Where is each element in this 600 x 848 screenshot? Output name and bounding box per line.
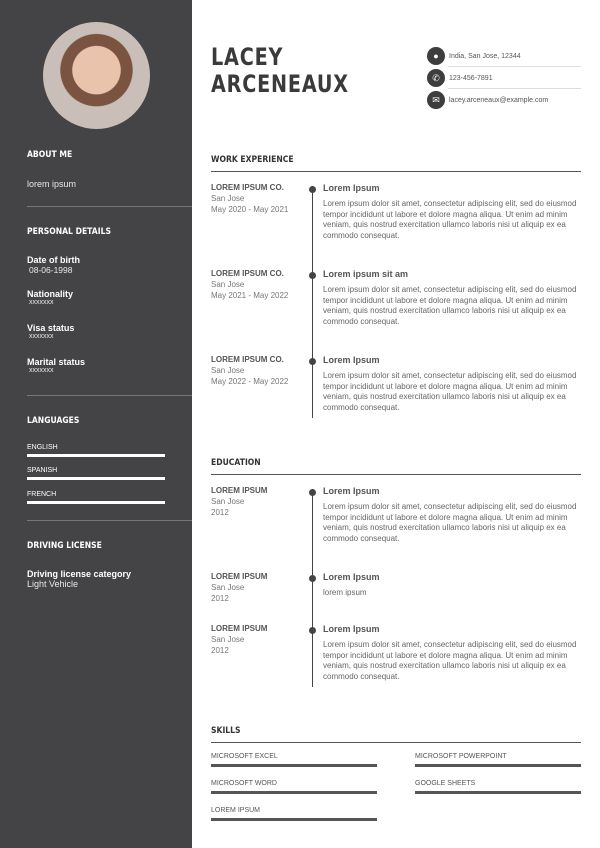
skill-bar <box>211 764 377 767</box>
skill-item <box>211 807 377 821</box>
location: San Jose <box>211 634 245 644</box>
timeline-dot <box>309 627 316 634</box>
location-pin-icon: ● <box>427 47 445 65</box>
language-bar <box>27 477 165 480</box>
last-name: ARCENEAUX <box>211 70 349 98</box>
skill-bar <box>211 818 377 821</box>
entry-body <box>323 269 583 328</box>
role: Lorem Ipsum <box>323 572 380 582</box>
about-text: lorem ipsum <box>27 179 77 189</box>
location: San Jose <box>211 193 245 203</box>
divider <box>27 395 192 396</box>
timeline-dot <box>309 489 316 496</box>
divider <box>448 88 581 89</box>
skill-name: MICROSOFT WORD <box>211 780 277 787</box>
role: Lorem Ipsum <box>323 355 380 365</box>
role: Lorem Ipsum <box>323 486 380 496</box>
entry-meta <box>211 624 311 656</box>
value: Light Vehicle <box>27 579 79 589</box>
skill-item <box>415 780 581 794</box>
language-bar <box>27 501 165 504</box>
organization: LOREM IPSUM <box>211 572 268 581</box>
role: Lorem Ipsum <box>323 624 380 634</box>
education-heading: EDUCATION <box>211 458 261 468</box>
location: San Jose <box>211 279 245 289</box>
description: lorem ipsum <box>323 587 367 597</box>
timeline-line <box>312 186 313 418</box>
dates: May 2021 - May 2022 <box>211 290 289 300</box>
organization: LOREM IPSUM CO. <box>211 355 284 364</box>
value: 08-06-1998 <box>29 265 73 275</box>
divider <box>211 474 581 475</box>
label: Visa status <box>27 323 75 333</box>
language-name: FRENCH <box>27 491 57 498</box>
divider <box>211 742 581 743</box>
divider <box>27 520 192 521</box>
entry-meta <box>211 572 311 604</box>
entry-meta <box>211 486 311 518</box>
divider <box>448 66 581 67</box>
phone-text: 123-456-7891 <box>449 74 493 82</box>
languages-heading: LANGUAGES <box>27 416 80 426</box>
organization: LOREM IPSUM CO. <box>211 269 284 278</box>
skill-name: GOOGLE SHEETS <box>415 780 476 787</box>
timeline-line <box>312 489 313 687</box>
description: Lorem ipsum dolor sit amet, consectetur adipiscing elit, sed do eiusmod tempor incididunt ut labore et dolore magna aliqua. Ut enim ad minim veniam, quis nostrud exercitation ullamco laboris nisi ut aliquip ex ea commodo consequat. <box>323 501 577 544</box>
skill-name: LOREM IPSUM <box>211 807 261 814</box>
timeline-dot <box>309 186 316 193</box>
sidebar <box>0 0 192 848</box>
divider <box>27 206 192 207</box>
label: Marital status <box>27 357 86 367</box>
dates: 2012 <box>211 645 229 655</box>
description: Lorem ipsum dolor sit amet, consectetur adipiscing elit, sed do eiusmod tempor incididunt ut labore et dolore magna aliqua. Ut enim ad minim veniam, quis nostrud exercitation ullamco laboris nisi ut aliquip ex ea commodo consequat. <box>323 284 577 327</box>
contact-address <box>427 47 521 65</box>
entry-body <box>323 183 583 242</box>
location: San Jose <box>211 496 245 506</box>
skills-heading: SKILLS <box>211 726 241 736</box>
timeline-dot <box>309 575 316 582</box>
skill-item <box>211 780 377 794</box>
personal-item <box>27 323 74 340</box>
entry-body <box>323 355 583 414</box>
organization: LOREM IPSUM CO. <box>211 183 284 192</box>
language-bar <box>27 454 165 457</box>
skill-name: MICROSOFT EXCEL <box>211 753 278 760</box>
entry-body <box>323 486 583 545</box>
skill-bar <box>415 791 581 794</box>
contact-phone <box>427 69 493 87</box>
divider <box>211 171 581 172</box>
label: Nationality <box>27 289 74 299</box>
profile-photo <box>43 22 150 129</box>
personal-item <box>27 357 85 374</box>
work-heading: WORK EXPERIENCE <box>211 155 294 165</box>
timeline-dot <box>309 272 316 279</box>
about-heading: ABOUT ME <box>27 150 73 160</box>
address-text: India, San Jose, 12344 <box>449 52 521 60</box>
dates: 2012 <box>211 593 229 603</box>
dates: May 2020 - May 2021 <box>211 204 289 214</box>
entry-body <box>323 572 583 599</box>
skill-item <box>211 753 377 767</box>
driving-item <box>27 569 131 589</box>
name <box>211 44 349 98</box>
value: xxxxxxx <box>29 367 54 374</box>
language-item <box>27 467 165 480</box>
organization: LOREM IPSUM <box>211 486 268 495</box>
description: Lorem ipsum dolor sit amet, consectetur adipiscing elit, sed do eiusmod tempor incididunt ut labore et dolore magna aliqua. Ut enim ad minim veniam, quis nostrud exercitation ullamco laboris nisi ut aliquip ex ea commodo consequat. <box>323 370 577 413</box>
timeline-dot <box>309 358 316 365</box>
dates: May 2022 - May 2022 <box>211 376 289 386</box>
personal-heading: PERSONAL DETAILS <box>27 227 111 237</box>
description: Lorem ipsum dolor sit amet, consectetur adipiscing elit, sed do eiusmod tempor incididunt ut labore et dolore magna aliqua. Ut enim ad minim veniam, quis nostrud exercitation ullamco laboris nisi ut aliquip ex ea commodo consequat. <box>323 639 577 682</box>
personal-item <box>27 255 80 275</box>
skill-name: MICROSOFT POWERPOINT <box>415 753 507 760</box>
language-name: SPANISH <box>27 467 58 474</box>
entry-body <box>323 624 583 683</box>
skill-item <box>415 753 581 767</box>
contact-email <box>427 91 548 109</box>
email-text[interactable]: lacey.arceneaux@example.com <box>449 96 549 104</box>
envelope-icon: ✉ <box>427 91 445 109</box>
organization: LOREM IPSUM <box>211 624 268 633</box>
language-name: ENGLISH <box>27 444 58 451</box>
label: Driving license category <box>27 569 132 579</box>
language-item <box>27 444 165 457</box>
role: Lorem ipsum sit am <box>323 269 409 279</box>
role: Lorem Ipsum <box>323 183 380 193</box>
skill-bar <box>415 764 581 767</box>
dates: 2012 <box>211 507 229 517</box>
value: xxxxxxx <box>29 333 54 340</box>
entry-meta <box>211 269 311 301</box>
label: Date of birth <box>27 255 80 265</box>
driving-heading: DRIVING LICENSE <box>27 541 102 551</box>
entry-meta <box>211 355 311 387</box>
phone-icon: ✆ <box>427 69 445 87</box>
description: Lorem ipsum dolor sit amet, consectetur adipiscing elit, sed do eiusmod tempor incididunt ut labore et dolore magna aliqua. Ut enim ad minim veniam, quis nostrud exercitation ullamco laboris nisi ut aliquip ex ea commodo consequat. <box>323 198 577 241</box>
first-name: LACEY <box>211 43 284 71</box>
value: xxxxxxx <box>29 299 54 306</box>
personal-item <box>27 289 73 306</box>
skill-bar <box>211 791 377 794</box>
entry-meta <box>211 183 311 215</box>
language-item <box>27 491 165 504</box>
location: San Jose <box>211 582 245 592</box>
location: San Jose <box>211 365 245 375</box>
